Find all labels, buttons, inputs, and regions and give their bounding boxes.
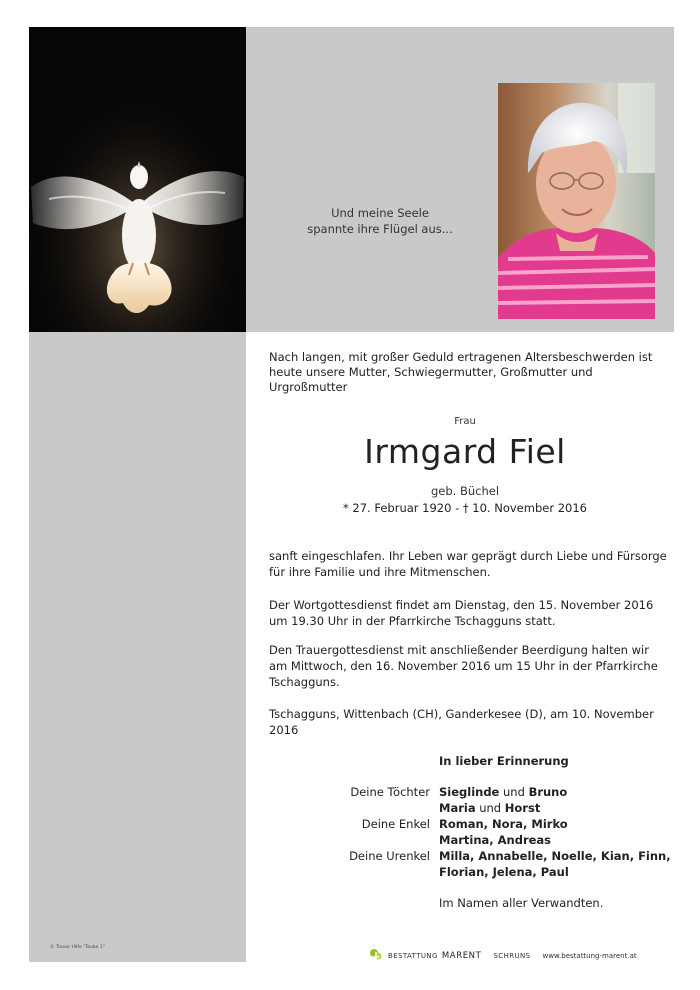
daughter-2-name: Maria (439, 801, 476, 815)
spouse-1-name: Bruno (528, 785, 568, 799)
paragraph-3-line-1: Den Trauergottesdienst mit anschließender Beerdigung halten wir (269, 643, 649, 657)
quote (290, 205, 470, 237)
paragraph-3-line-2: am Mittwoch, den 16. November 2016 um 15 Uhr in der Pfarrkirche (269, 659, 658, 673)
intro-line-2: heute unsere Mutter, Schwiegermutter, Großmutter und Urgroßmutter (269, 365, 593, 394)
quote-line-2: spannte ihre Flügel aus... (307, 222, 453, 236)
grandchildren-names-1: Roman, Nora, Mirko (439, 817, 568, 831)
deceased-name: Irmgard Fiel (364, 432, 566, 471)
paragraph-1 (269, 548, 669, 580)
paragraph-2-line-2: um 19.30 Uhr in der Pfarrkirche Tschagguns statt. (269, 614, 556, 628)
family-labels (300, 784, 430, 864)
daughters-line-2 (439, 800, 679, 816)
maiden-name: geb. Büchel (430, 484, 500, 498)
great-grandchildren-names-2: Florian, Jelena, Paul (439, 865, 569, 879)
daughters-label-spacer (300, 800, 430, 816)
left-grey-sidebar (29, 332, 246, 962)
family-names (439, 784, 679, 880)
brand-word-2: MARENT (441, 951, 482, 961)
paragraph-1-line-1: sanft eingeschlafen. Ihr Leben war geprägt durch Liebe und Fürsorge (269, 549, 667, 563)
image-credit: © Trauer Hilfe "Taube 1" (50, 945, 105, 950)
grandchildren-names-2: Martina, Andreas (439, 833, 552, 847)
spouse-2-name: Horst (504, 801, 541, 815)
life-dates: * 27. Februar 1920 - † 10. November 2016 (343, 501, 587, 515)
paragraph-1-line-2: für ihre Familie und ihre Mitmenschen. (269, 565, 491, 579)
intro-line-1: Nach langen, mit großer Geduld ertragenen Altersbeschwerden ist (269, 350, 653, 364)
grandchildren-label: Deine Enkel (361, 817, 430, 831)
portrait-illustration (498, 83, 655, 319)
paragraph-2 (269, 597, 669, 629)
dove-image (29, 27, 246, 332)
portrait-photo (498, 83, 655, 319)
brand-url[interactable]: www.bestattung-marent.at (542, 952, 637, 960)
quote-line-1: Und meine Seele (331, 206, 429, 220)
daughter-1-name: Sieglinde (439, 785, 500, 799)
great-grandchildren-line-1 (439, 848, 679, 864)
grandchildren-label-spacer (300, 832, 430, 848)
leaf-logo-icon (368, 948, 384, 964)
daughters-label: Deine Töchter (350, 785, 430, 799)
and-connector-2: und (475, 801, 505, 815)
intro-text (269, 350, 669, 395)
brand-location: SCHRUNS (493, 952, 531, 960)
grandchildren-line-2 (439, 832, 679, 848)
great-grandchildren-line-2 (439, 864, 679, 880)
daughters-line-1 (439, 784, 679, 800)
and-connector-1: und (499, 785, 529, 799)
closing-line: Im Namen aller Verwandten. (439, 896, 604, 910)
name-prefix: Frau (454, 416, 476, 427)
paragraph-2-line-1: Der Wortgottesdienst findet am Dienstag, den 15. November 2016 (269, 598, 654, 612)
paragraph-3-line-3: Tschagguns. (269, 675, 340, 689)
paragraph-4-line-1: Tschagguns, Wittenbach (CH), Ganderkesee (D), am 10. November 2016 (269, 707, 654, 737)
footer-branding (368, 947, 637, 965)
remembrance-heading: In lieber Erinnerung (439, 754, 569, 768)
grandchildren-line-1 (439, 816, 679, 832)
paragraph-3 (269, 642, 669, 690)
dove-illustration (29, 27, 246, 332)
paragraph-4 (269, 706, 669, 738)
brand-word-1: BESTATTUNG (388, 952, 438, 960)
great-grandchildren-label: Deine Urenkel (349, 849, 430, 863)
great-grandchildren-names-1: Milla, Annabelle, Noelle, Kian, Finn, (439, 849, 671, 863)
